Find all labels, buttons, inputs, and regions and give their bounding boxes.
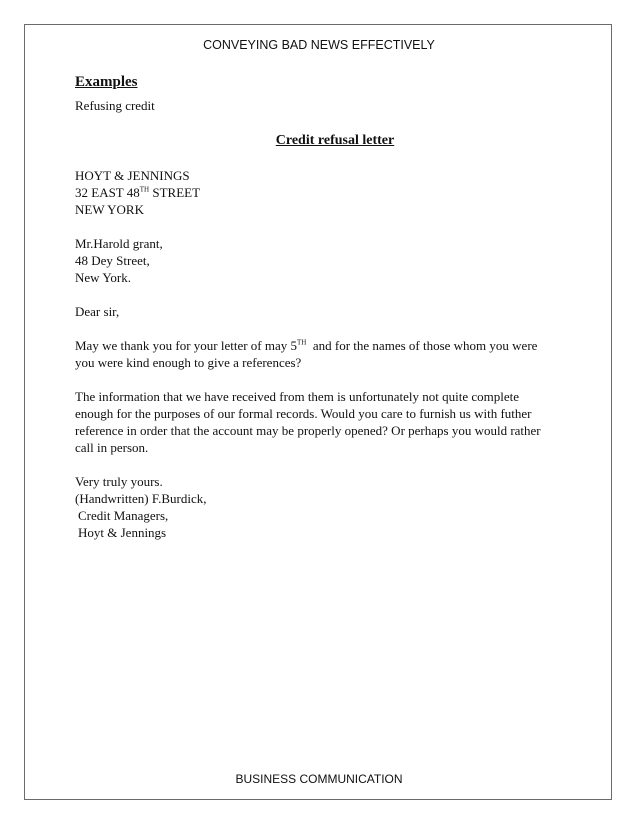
recipient-name: Mr.Harold grant,	[75, 236, 163, 251]
paragraph-1-line-2: you were kind enough to give a references?	[75, 355, 302, 370]
sender-street: 32 EAST 48TH STREET	[75, 185, 201, 200]
recipient-address	[75, 235, 575, 286]
recipient-city: New York.	[75, 270, 131, 285]
recipient-street: 48 Dey Street,	[75, 253, 150, 268]
valediction: Very truly yours.	[75, 474, 163, 489]
signer-company: Hoyt & Jennings	[78, 525, 167, 540]
paragraph-2-line: enough for the purposes of our formal records. Would you care to furnish us with futher	[75, 406, 532, 421]
signature: (Handwritten) F.Burdick,	[75, 491, 207, 506]
page-footer: BUSINESS COMMUNICATION	[235, 772, 403, 786]
paragraph-1	[75, 337, 575, 371]
paragraph-2-line: The information that we have received from them is unfortunately not quite complete	[75, 389, 520, 404]
salutation: Dear sir,	[75, 304, 120, 319]
sender-address	[75, 167, 575, 218]
sender-name: HOYT & JENNINGS	[75, 168, 190, 183]
sender-city: NEW YORK	[75, 202, 144, 217]
paragraph-2-line: reference in order that the account may be properly opened? Or perhaps you would rather	[75, 423, 541, 438]
letter-title: Credit refusal letter	[275, 133, 395, 148]
paragraph-1-line-1: May we thank you for your letter of may 5TH and for the names of those whom you were	[75, 338, 538, 353]
section-subheading: Refusing credit	[75, 98, 155, 113]
closing-block	[75, 473, 575, 541]
page-header: CONVEYING BAD NEWS EFFECTIVELY	[203, 38, 435, 52]
section-heading: Examples	[75, 74, 138, 90]
paragraph-2	[75, 388, 575, 456]
document-body	[75, 74, 575, 541]
signer-title: Credit Managers,	[78, 508, 169, 523]
paragraph-2-line: call in person.	[75, 440, 149, 455]
